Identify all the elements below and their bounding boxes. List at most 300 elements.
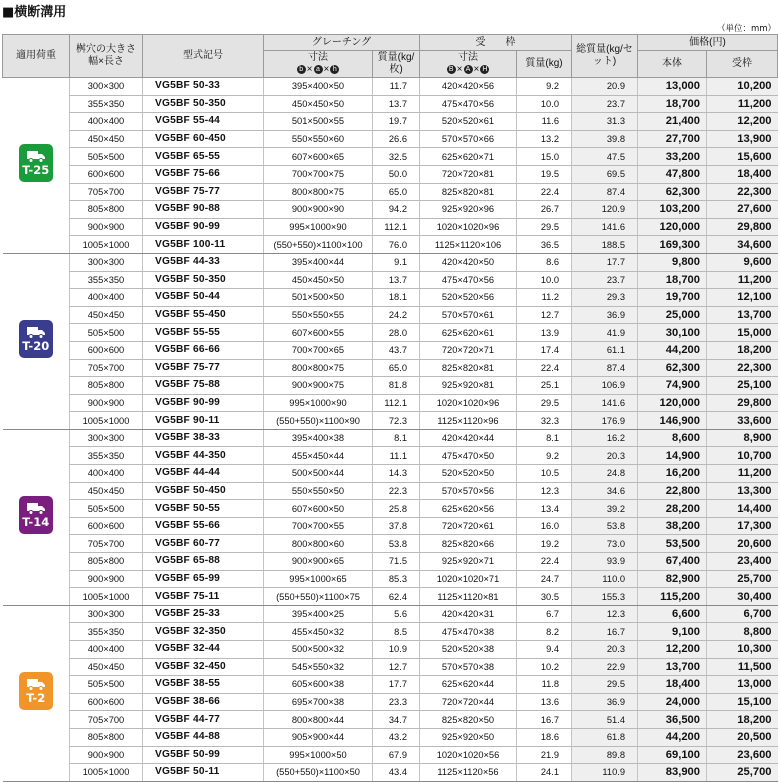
opening-size: 705×700 [70,711,143,729]
opening-size: 505×500 [70,324,143,342]
frame-formula: B × A × H [420,64,516,76]
table-body [3,78,778,782]
frame-dimensions: 520×520×56 [420,289,517,307]
total-weight: 51.4 [572,711,638,729]
price-frame: 11,200 [707,465,778,483]
opening-size: 355×350 [70,447,143,465]
load-label: T-14 [22,514,50,529]
price-body: 9,100 [638,623,707,641]
price-body: 169,300 [638,236,707,254]
price-body: 16,200 [638,465,707,483]
grating-dimensions: (550+550)×1100×100 [264,236,373,254]
opening-size: 300×300 [70,429,143,447]
price-body: 120,000 [638,394,707,412]
grating-weight: 94.2 [373,201,420,219]
opening-size: 1005×1000 [70,764,143,782]
table-row [3,359,778,377]
model-code: VG5BF 38-55 [143,676,264,694]
model-code: VG5BF 55-44 [143,113,264,131]
grating-dimensions: 700×700×65 [264,341,373,359]
load-label: T-2 [26,690,46,705]
grating-dimensions: 550×550×60 [264,130,373,148]
grating-dimensions: 800×800×60 [264,535,373,553]
table-row [3,658,778,676]
total-weight: 36.9 [572,693,638,711]
frame-weight: 8.2 [517,623,572,641]
header-opening: 桝穴の大きさ幅×長さ [70,35,143,78]
grating-weight: 18.1 [373,289,420,307]
price-body: 36,500 [638,711,707,729]
frame-dimensions: 475×470×38 [420,623,517,641]
price-frame: 15,600 [707,148,778,166]
price-frame: 8,900 [707,429,778,447]
frame-dimensions: 720×720×61 [420,517,517,535]
price-frame: 23,400 [707,553,778,571]
frame-weight: 12.7 [517,306,572,324]
table-row [3,183,778,201]
grating-weight: 53.8 [373,535,420,553]
price-body: 8,600 [638,429,707,447]
total-weight: 93.9 [572,553,638,571]
price-body: 47,800 [638,165,707,183]
model-code: VG5BF 44-33 [143,253,264,271]
table-row [3,588,778,606]
model-code: VG5BF 66-66 [143,341,264,359]
price-frame: 10,300 [707,641,778,659]
total-weight: 20.3 [572,641,638,659]
price-frame: 12,200 [707,113,778,131]
grating-dimensions: (550+550)×1100×50 [264,764,373,782]
model-code: VG5BF 44-77 [143,711,264,729]
frame-weight: 8.6 [517,253,572,271]
price-frame: 23,600 [707,746,778,764]
table-row [3,746,778,764]
model-code: VG5BF 100-11 [143,236,264,254]
total-weight: 53.8 [572,517,638,535]
grating-weight: 8.1 [373,429,420,447]
price-body: 25,000 [638,306,707,324]
grating-weight: 11.7 [373,78,420,96]
frame-dimensions: 625×620×56 [420,500,517,518]
grating-weight: 13.7 [373,95,420,113]
model-code: VG5BF 55-55 [143,324,264,342]
frame-weight: 26.7 [517,201,572,219]
frame-weight: 10.2 [517,658,572,676]
model-code: VG5BF 50-33 [143,78,264,96]
grating-weight: 19.7 [373,113,420,131]
table-row [3,324,778,342]
opening-size: 900×900 [70,570,143,588]
price-body: 21,400 [638,113,707,131]
total-weight: 24.8 [572,465,638,483]
opening-size: 355×350 [70,623,143,641]
frame-weight: 30.5 [517,588,572,606]
price-body: 38,200 [638,517,707,535]
price-body: 18,700 [638,271,707,289]
load-badge [19,320,53,358]
circled-letter-B: B [447,65,456,74]
price-frame: 11,200 [707,271,778,289]
opening-size: 400×400 [70,113,143,131]
table-row [3,676,778,694]
frame-dimensions: 475×470×56 [420,95,517,113]
grating-dimensions: 695×700×38 [264,693,373,711]
total-weight: 110.0 [572,570,638,588]
frame-weight: 18.6 [517,728,572,746]
table-row [3,517,778,535]
model-code: VG5BF 32-350 [143,623,264,641]
table-row [3,711,778,729]
circled-letter-A: A [464,65,473,74]
table-row [3,570,778,588]
model-code: VG5BF 65-88 [143,553,264,571]
grating-dimensions: 700×700×75 [264,165,373,183]
model-code: VG5BF 50-350 [143,95,264,113]
grating-dimensions: 501×500×50 [264,289,373,307]
total-weight: 39.8 [572,130,638,148]
model-code: VG5BF 50-55 [143,500,264,518]
total-weight: 87.4 [572,183,638,201]
opening-size: 400×400 [70,465,143,483]
frame-dimensions: 1020×1020×96 [420,218,517,236]
grating-dimensions: 395×400×38 [264,429,373,447]
price-frame: 30,400 [707,588,778,606]
grating-dimensions: 900×900×90 [264,201,373,219]
frame-dimensions: 720×720×71 [420,341,517,359]
truck-icon [26,149,46,163]
frame-dimensions: 420×420×31 [420,605,517,623]
grating-dimensions: 995×1000×50 [264,746,373,764]
price-body: 103,200 [638,201,707,219]
model-code: VG5BF 90-88 [143,201,264,219]
price-body: 83,900 [638,764,707,782]
frame-weight: 13.4 [517,500,572,518]
total-weight: 23.7 [572,95,638,113]
header-price: 価格(円) [638,35,778,51]
grating-dimensions: 501×500×55 [264,113,373,131]
load-badge-cell [3,253,70,429]
frame-weight: 13.9 [517,324,572,342]
frame-dimensions: 1125×1120×96 [420,412,517,430]
frame-dimensions: 720×720×81 [420,165,517,183]
frame-weight: 13.2 [517,130,572,148]
grating-dimensions: 395×400×25 [264,605,373,623]
opening-size: 705×700 [70,359,143,377]
grating-weight: 28.0 [373,324,420,342]
price-frame: 13,000 [707,676,778,694]
header-frame: 受 枠 [420,35,572,51]
frame-weight: 29.5 [517,218,572,236]
total-weight: 89.8 [572,746,638,764]
grating-dimensions: 395×400×50 [264,78,373,96]
grating-weight: 34.7 [373,711,420,729]
frame-dimensions: 625×620×44 [420,676,517,694]
grating-dimensions: 905×900×44 [264,728,373,746]
model-code: VG5BF 65-55 [143,148,264,166]
price-frame: 13,300 [707,482,778,500]
header-price-body: 本体 [638,51,707,78]
table-row [3,605,778,623]
frame-weight: 36.5 [517,236,572,254]
grating-dimensions: 700×700×55 [264,517,373,535]
grating-weight: 43.4 [373,764,420,782]
frame-weight: 10.0 [517,95,572,113]
total-weight: 23.7 [572,271,638,289]
price-frame: 6,700 [707,605,778,623]
table-row [3,693,778,711]
table-row [3,95,778,113]
table-row [3,535,778,553]
price-body: 69,100 [638,746,707,764]
opening-size: 805×800 [70,201,143,219]
opening-size: 900×900 [70,746,143,764]
model-code: VG5BF 44-44 [143,465,264,483]
price-frame: 11,200 [707,95,778,113]
grating-dimensions: 550×550×50 [264,482,373,500]
grating-weight: 9.1 [373,253,420,271]
unit-note: （単位：mm） [716,24,776,34]
table-row [3,253,778,271]
grating-weight: 37.8 [373,517,420,535]
opening-size: 505×500 [70,676,143,694]
grating-weight: 65.0 [373,183,420,201]
model-code: VG5BF 60-77 [143,535,264,553]
grating-weight: 112.1 [373,218,420,236]
frame-weight: 32.3 [517,412,572,430]
price-body: 53,500 [638,535,707,553]
load-badge [19,496,53,534]
grating-weight: 23.3 [373,693,420,711]
frame-weight: 17.4 [517,341,572,359]
spec-table [2,34,778,782]
section-title: ■横断溝用 [2,5,67,20]
grating-dimensions: 455×450×44 [264,447,373,465]
table-row [3,482,778,500]
frame-dimensions: 1125×1120×56 [420,764,517,782]
frame-weight: 29.5 [517,394,572,412]
total-weight: 141.6 [572,218,638,236]
price-body: 18,400 [638,676,707,694]
price-body: 62,300 [638,183,707,201]
total-weight: 31.3 [572,113,638,131]
table-row [3,377,778,395]
total-weight: 61.8 [572,728,638,746]
price-frame: 25,700 [707,764,778,782]
header-grating-weight: 質量(kg/枚) [373,51,420,78]
opening-size: 805×800 [70,553,143,571]
frame-weight: 10.0 [517,271,572,289]
total-weight: 29.3 [572,289,638,307]
grating-dimensions: 500×500×44 [264,465,373,483]
model-code: VG5BF 32-44 [143,641,264,659]
grating-weight: 5.6 [373,605,420,623]
table-row [3,148,778,166]
frame-dimensions: 1020×1020×96 [420,394,517,412]
grating-weight: 32.5 [373,148,420,166]
table-row [3,289,778,307]
grating-weight: 43.7 [373,341,420,359]
model-code: VG5BF 50-11 [143,764,264,782]
price-frame: 18,200 [707,711,778,729]
grating-dimensions: 450×450×50 [264,271,373,289]
grating-weight: 17.7 [373,676,420,694]
grating-dimensions: 800×800×44 [264,711,373,729]
frame-weight: 9.4 [517,641,572,659]
grating-dimensions: (550+550)×1100×75 [264,588,373,606]
table-row [3,465,778,483]
grating-dimensions: 995×1000×90 [264,218,373,236]
frame-dimensions: 520×520×61 [420,113,517,131]
model-code: VG5BF 50-99 [143,746,264,764]
price-frame: 25,700 [707,570,778,588]
frame-weight: 22.4 [517,553,572,571]
grating-dimensions: 395×400×44 [264,253,373,271]
price-body: 82,900 [638,570,707,588]
grating-dimensions: (550+550)×1100×90 [264,412,373,430]
model-code: VG5BF 75-77 [143,183,264,201]
frame-dimensions: 420×420×50 [420,253,517,271]
price-body: 44,200 [638,341,707,359]
model-code: VG5BF 75-77 [143,359,264,377]
price-body: 62,300 [638,359,707,377]
table-row [3,500,778,518]
frame-dimensions: 1125×1120×81 [420,588,517,606]
table-row [3,113,778,131]
total-weight: 20.3 [572,447,638,465]
grating-weight: 8.5 [373,623,420,641]
opening-size: 705×700 [70,535,143,553]
frame-weight: 24.1 [517,764,572,782]
total-weight: 73.0 [572,535,638,553]
table-row [3,130,778,148]
opening-size: 900×900 [70,394,143,412]
total-weight: 120.9 [572,201,638,219]
frame-dimensions: 520×520×50 [420,465,517,483]
model-code: VG5BF 55-450 [143,306,264,324]
total-weight: 20.9 [572,78,638,96]
circled-letter-a: a [314,65,323,74]
opening-size: 1005×1000 [70,236,143,254]
grating-dimensions: 607×600×65 [264,148,373,166]
grating-weight: 112.1 [373,394,420,412]
frame-dimensions: 520×520×38 [420,641,517,659]
total-weight: 106.9 [572,377,638,395]
price-body: 22,800 [638,482,707,500]
opening-size: 400×400 [70,289,143,307]
grating-weight: 67.9 [373,746,420,764]
table-row [3,728,778,746]
grating-formula: b × a × h [264,64,372,76]
grating-weight: 71.5 [373,553,420,571]
grating-dimensions: 455×450×32 [264,623,373,641]
grating-weight: 25.8 [373,500,420,518]
frame-weight: 12.3 [517,482,572,500]
total-weight: 141.6 [572,394,638,412]
grating-dimensions: 995×1000×65 [264,570,373,588]
grating-weight: 85.3 [373,570,420,588]
price-frame: 27,600 [707,201,778,219]
price-frame: 34,600 [707,236,778,254]
grating-weight: 43.2 [373,728,420,746]
header-grating-dim: 寸法 b × a × h [264,51,373,78]
frame-weight: 6.7 [517,605,572,623]
frame-dimensions: 475×470×56 [420,271,517,289]
opening-size: 450×450 [70,482,143,500]
model-code: VG5BF 32-450 [143,658,264,676]
grating-weight: 10.9 [373,641,420,659]
table-row [3,412,778,430]
total-weight: 12.3 [572,605,638,623]
frame-dimensions: 420×420×56 [420,78,517,96]
model-code: VG5BF 75-66 [143,165,264,183]
price-frame: 9,600 [707,253,778,271]
opening-size: 505×500 [70,148,143,166]
model-code: VG5BF 90-99 [143,394,264,412]
circled-letter-H: H [482,65,488,73]
frame-weight: 22.4 [517,183,572,201]
price-body: 24,000 [638,693,707,711]
frame-weight: 21.9 [517,746,572,764]
frame-dimensions: 925×920×81 [420,377,517,395]
model-code: VG5BF 50-350 [143,271,264,289]
total-weight: 16.7 [572,623,638,641]
opening-size: 505×500 [70,500,143,518]
table-row [3,78,778,96]
frame-weight: 19.2 [517,535,572,553]
grating-weight: 50.0 [373,165,420,183]
grating-dimensions: 607×600×50 [264,500,373,518]
price-frame: 29,800 [707,218,778,236]
opening-size: 600×600 [70,693,143,711]
grating-dimensions: 550×550×55 [264,306,373,324]
total-weight: 22.9 [572,658,638,676]
grating-weight: 11.1 [373,447,420,465]
opening-size: 300×300 [70,253,143,271]
total-weight: 17.7 [572,253,638,271]
price-frame: 10,700 [707,447,778,465]
price-frame: 12,100 [707,289,778,307]
price-frame: 18,400 [707,165,778,183]
frame-dimensions: 570×570×66 [420,130,517,148]
price-body: 33,200 [638,148,707,166]
total-weight: 39.2 [572,500,638,518]
price-body: 13,000 [638,78,707,96]
table-row [3,641,778,659]
total-weight: 34.6 [572,482,638,500]
price-body: 12,200 [638,641,707,659]
model-code: VG5BF 44-350 [143,447,264,465]
frame-weight: 9.2 [517,78,572,96]
frame-weight: 22.4 [517,359,572,377]
frame-weight: 25.1 [517,377,572,395]
price-body: 67,400 [638,553,707,571]
price-frame: 18,200 [707,341,778,359]
table-row [3,201,778,219]
table-row [3,306,778,324]
load-badge-cell [3,78,70,254]
price-frame: 13,900 [707,130,778,148]
truck-icon [26,677,46,691]
table-row [3,165,778,183]
load-label: T-25 [22,162,50,177]
total-weight: 36.9 [572,306,638,324]
opening-size: 400×400 [70,641,143,659]
price-frame: 33,600 [707,412,778,430]
frame-dimensions: 925×920×71 [420,553,517,571]
frame-dimensions: 570×570×38 [420,658,517,676]
opening-size: 805×800 [70,377,143,395]
model-code: VG5BF 60-450 [143,130,264,148]
